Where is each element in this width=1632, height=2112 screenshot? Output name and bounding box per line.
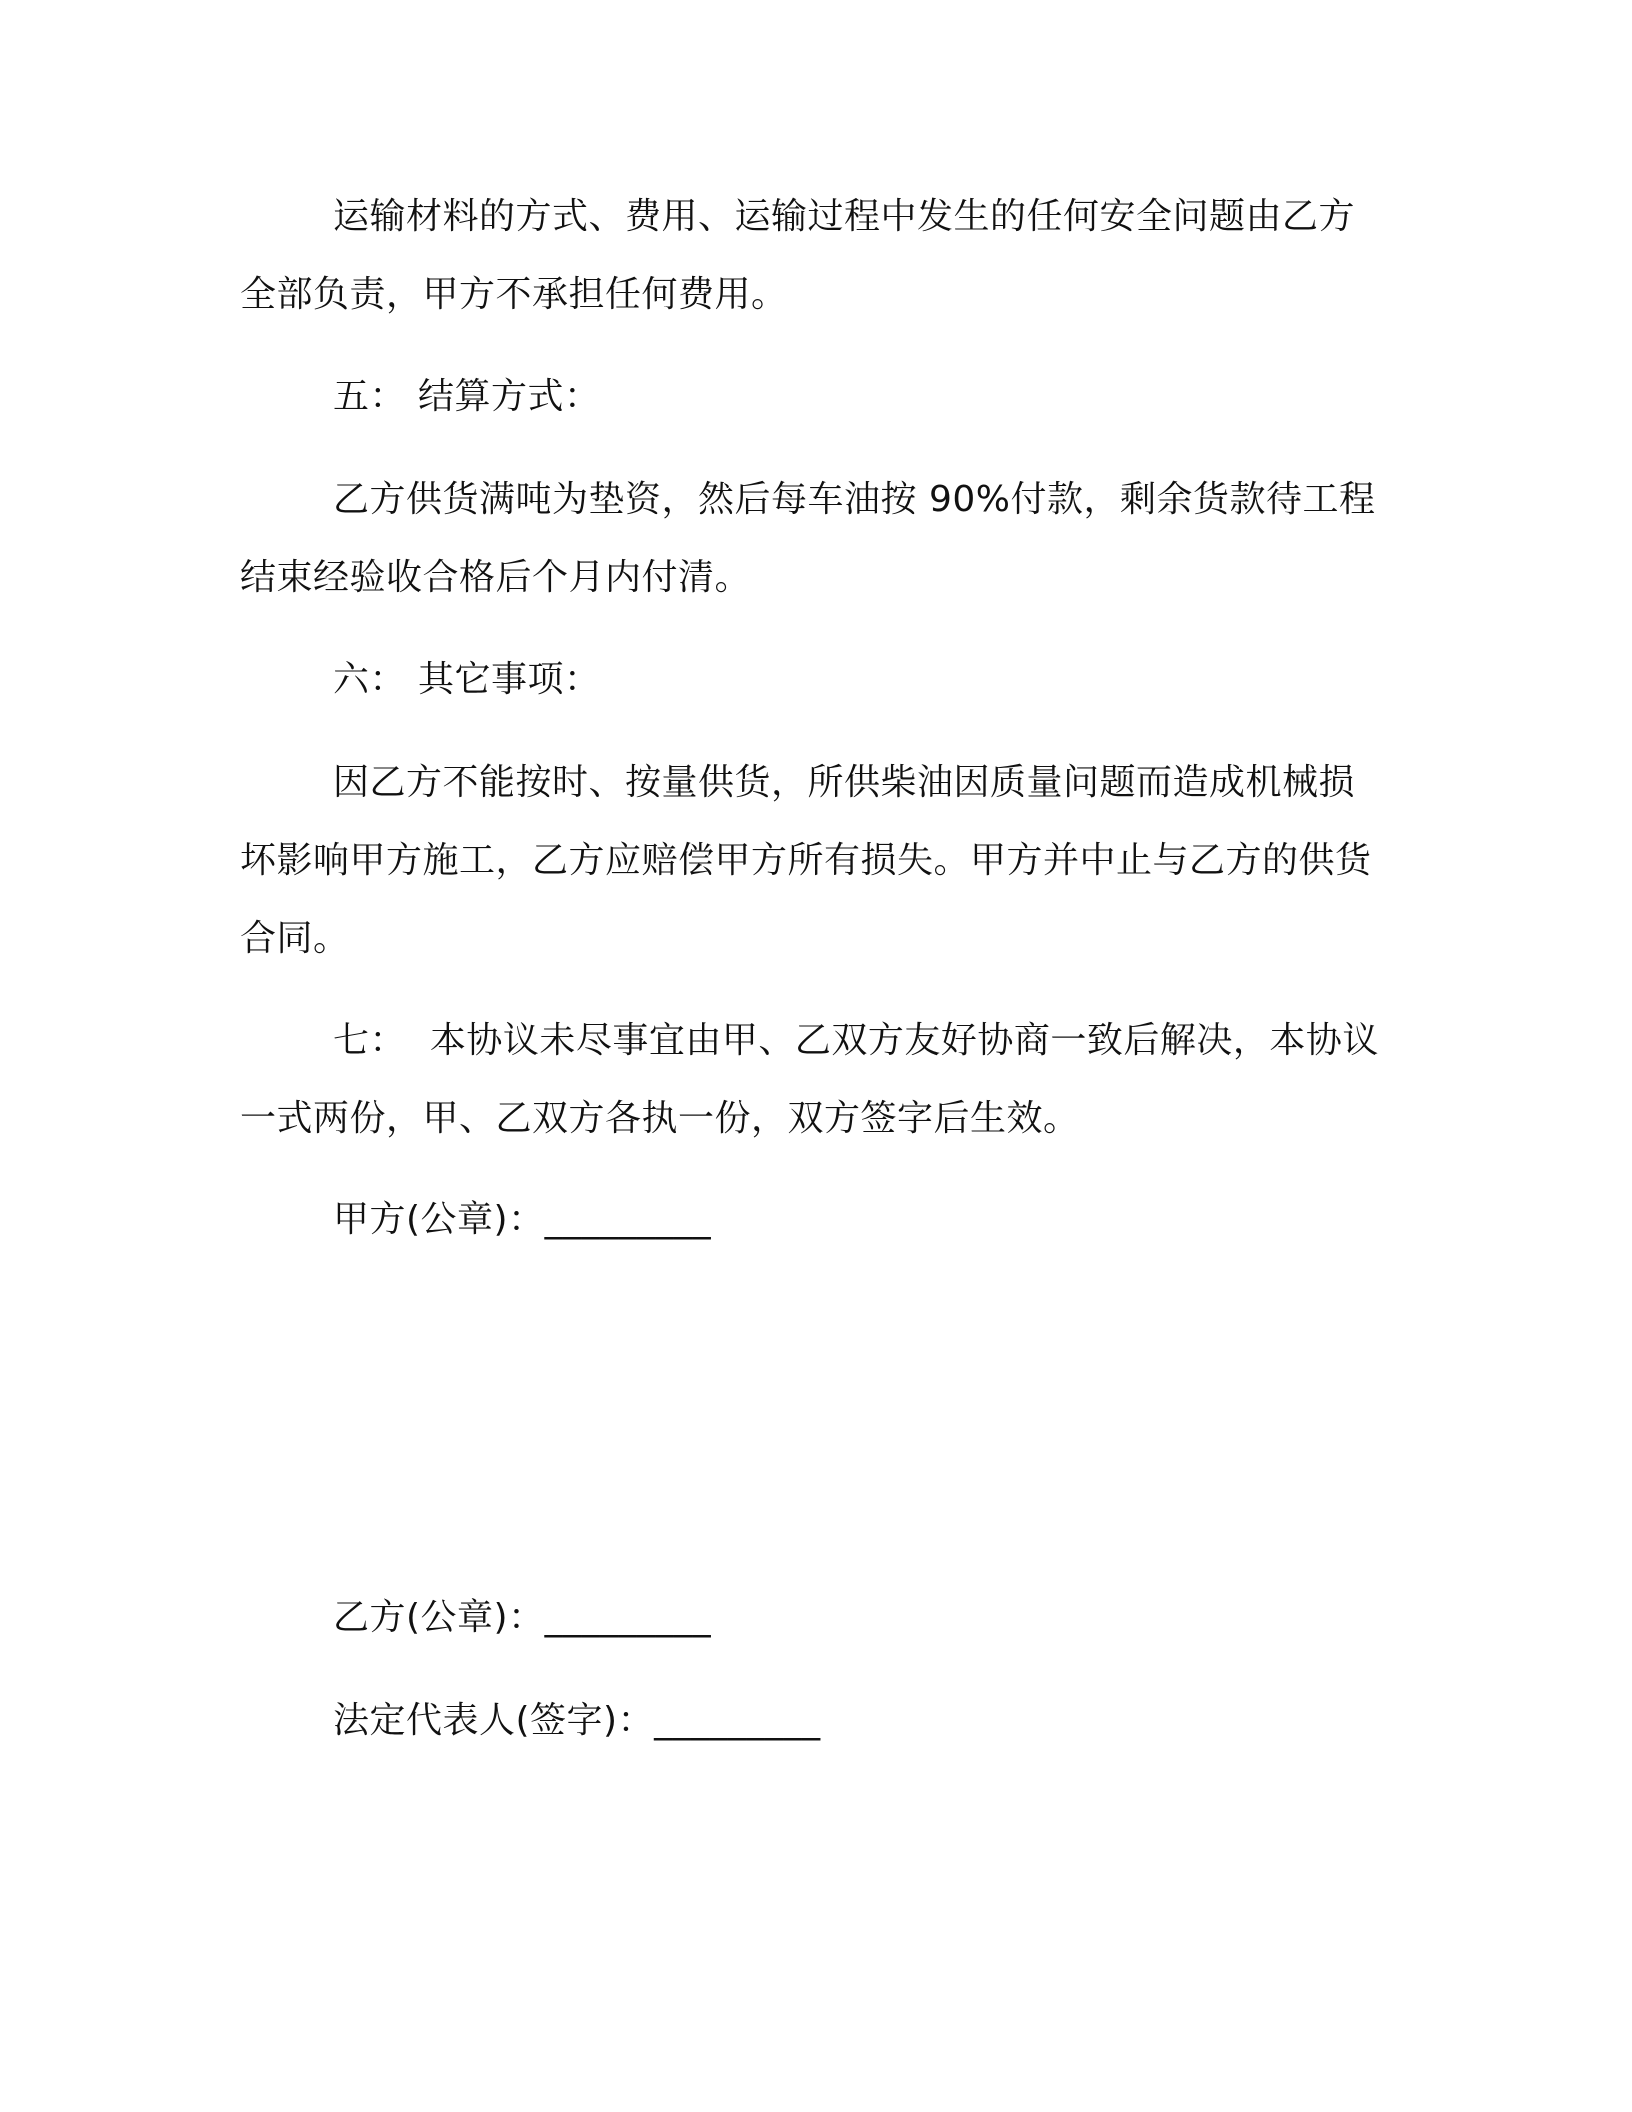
paragraph-agreement: 七： 本协议未尽事宜由甲、乙双方友好协商一致后解决，本协议一式两份，甲、乙双方各执一份，双方签字后生效。 — [240, 1020, 1379, 1139]
signature-legal-representative: 法定代表人(签字)：_________ — [333, 1700, 821, 1741]
heading-other-matters: 六： 其它事项： — [333, 659, 601, 700]
paragraph-settlement: 乙方供货满吨为垫资，然后每车油按 90%付款，剩余货款待工程结束经验收合格后个月内付清。 — [240, 479, 1376, 598]
heading-settlement: 五： 结算方式： — [333, 376, 601, 417]
signature-party-b: 乙方(公章)：_________ — [333, 1597, 712, 1638]
signature-party-a: 甲方(公章)：_________ — [333, 1199, 712, 1240]
paragraph-other-matters: 因乙方不能按时、按量供货，所供柴油因质量问题而造成机械损坏影响甲方施工，乙方应赔偿甲方所有损失。甲方并中止与乙方的供货合同。 — [240, 762, 1372, 959]
paragraph-transport: 运输材料的方式、费用、运输过程中发生的任何安全问题由乙方全部负责，甲方不承担任何费用。 — [240, 196, 1356, 315]
